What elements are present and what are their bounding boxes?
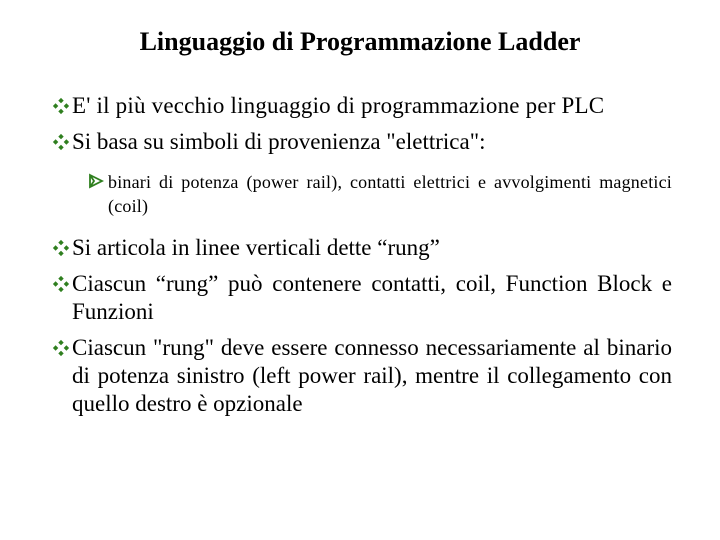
bullet-item: [52, 128, 672, 156]
bullet-list: [52, 92, 672, 426]
bullet-text: E' il più vecchio linguaggio di programmazione per PLC: [72, 93, 605, 118]
diamond-bullet-icon: [52, 97, 70, 115]
arrow-bullet-icon: [88, 173, 104, 189]
sub-bullet-text: binari di potenza (power rail), contatti elettrici e avvolgimenti magnetici (coil): [108, 172, 672, 216]
bullet-text: Si basa su simboli di provenienza "elettrica":: [72, 129, 486, 154]
sub-bullet-item: [88, 170, 672, 218]
bullet-text: Ciascun “rung” può contenere contatti, coil, Function Block e Funzioni: [72, 271, 672, 324]
diamond-bullet-icon: [52, 239, 70, 257]
bullet-item: [52, 92, 672, 120]
diamond-bullet-icon: [52, 339, 70, 357]
bullet-text: Ciascun "rung" deve essere connesso necessariamente al binario di potenza sinistro (left power rail), mentre il collegamento con quello destro è opzionale: [72, 335, 672, 416]
slide-title: Linguaggio di Programmazione Ladder: [139, 27, 581, 56]
diamond-bullet-icon: [52, 275, 70, 293]
diamond-bullet-icon: [52, 133, 70, 151]
bullet-item: [52, 234, 672, 262]
bullet-item: [52, 270, 672, 326]
bullet-text: Si articola in linee verticali dette “rung”: [72, 235, 440, 260]
bullet-item: [52, 334, 672, 418]
